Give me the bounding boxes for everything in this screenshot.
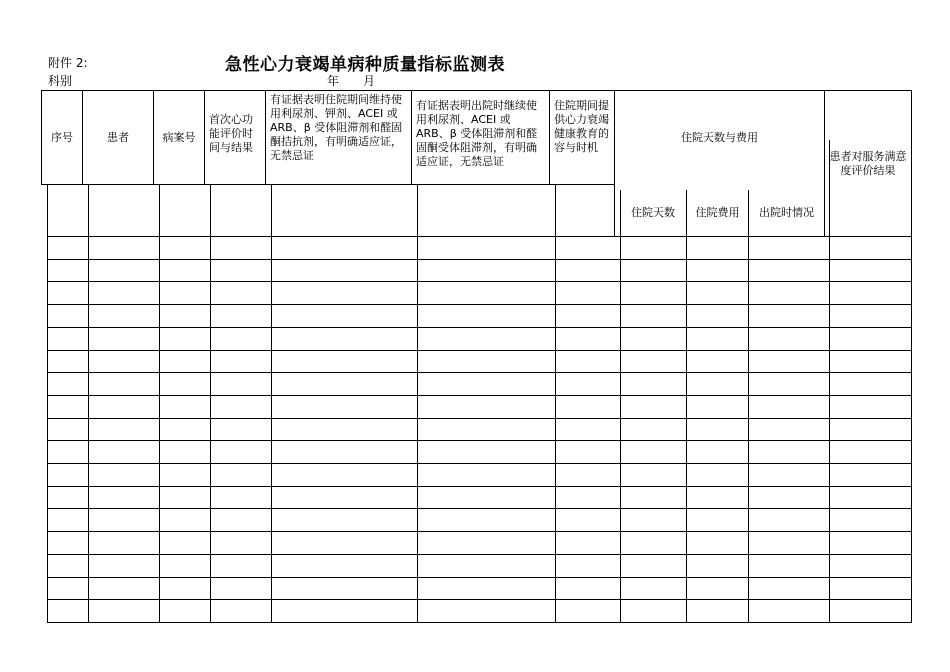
col-header-first-assessment: 首次心功能评价时间与结果: [209, 113, 253, 154]
table-row: [47, 440, 912, 463]
table-row: [47, 486, 912, 509]
col-header-stay-cost: 住院费用: [695, 206, 740, 219]
table-row: [47, 463, 912, 486]
col-header-record-no: 病案号: [162, 130, 196, 144]
table-row: [47, 281, 912, 304]
col-header-stay-cost-group: 住院天数与费用: [681, 130, 758, 144]
table-row: [47, 350, 912, 373]
col-header-health-education: 住院期间提供心力衰竭健康教育的容与时机: [554, 99, 609, 154]
month-label: 月: [363, 74, 376, 88]
col-header-index: 序号: [51, 130, 73, 144]
page-title: 急性心力衰竭单病种质量指标监测表: [225, 55, 505, 75]
table-row: [47, 372, 912, 395]
col-header-discharge-medication: 有证据表明出院时继续使用利尿剂、ACEI 或 ARB、β 受体阻滞剂和醛固酮受体阻滞剂，有明确适应证，无禁忌证: [416, 99, 538, 168]
table-row: [47, 418, 912, 441]
table-row: [47, 508, 912, 531]
table-row: [47, 236, 912, 259]
table-row: [47, 395, 912, 418]
table-row: [47, 599, 912, 622]
col-header-stay-days: 住院天数: [631, 206, 675, 219]
table-row: [47, 259, 912, 282]
attachment-label: 附件 2:: [48, 56, 88, 70]
department-label: 科别: [48, 74, 73, 88]
col-header-patient: 患者: [107, 130, 129, 144]
table-row: [47, 554, 912, 577]
table-row: [47, 304, 912, 327]
table-row: [47, 531, 912, 554]
col-header-discharge-status: 出院时情况: [759, 206, 814, 219]
year-label: 年: [327, 74, 340, 88]
col-header-inpatient-medication: 有证据表明住院期间维持使用利尿剂、钾剂、ACEI 或 ARB、β 受体阻滞剂和醛固酮拮抗剂，有明确适应证，无禁忌证: [270, 93, 403, 162]
table-row: [47, 327, 912, 350]
grid-hline: [47, 622, 912, 623]
table-row: [47, 577, 912, 600]
col-header-satisfaction: 患者对服务满意度评价结果: [829, 150, 907, 177]
